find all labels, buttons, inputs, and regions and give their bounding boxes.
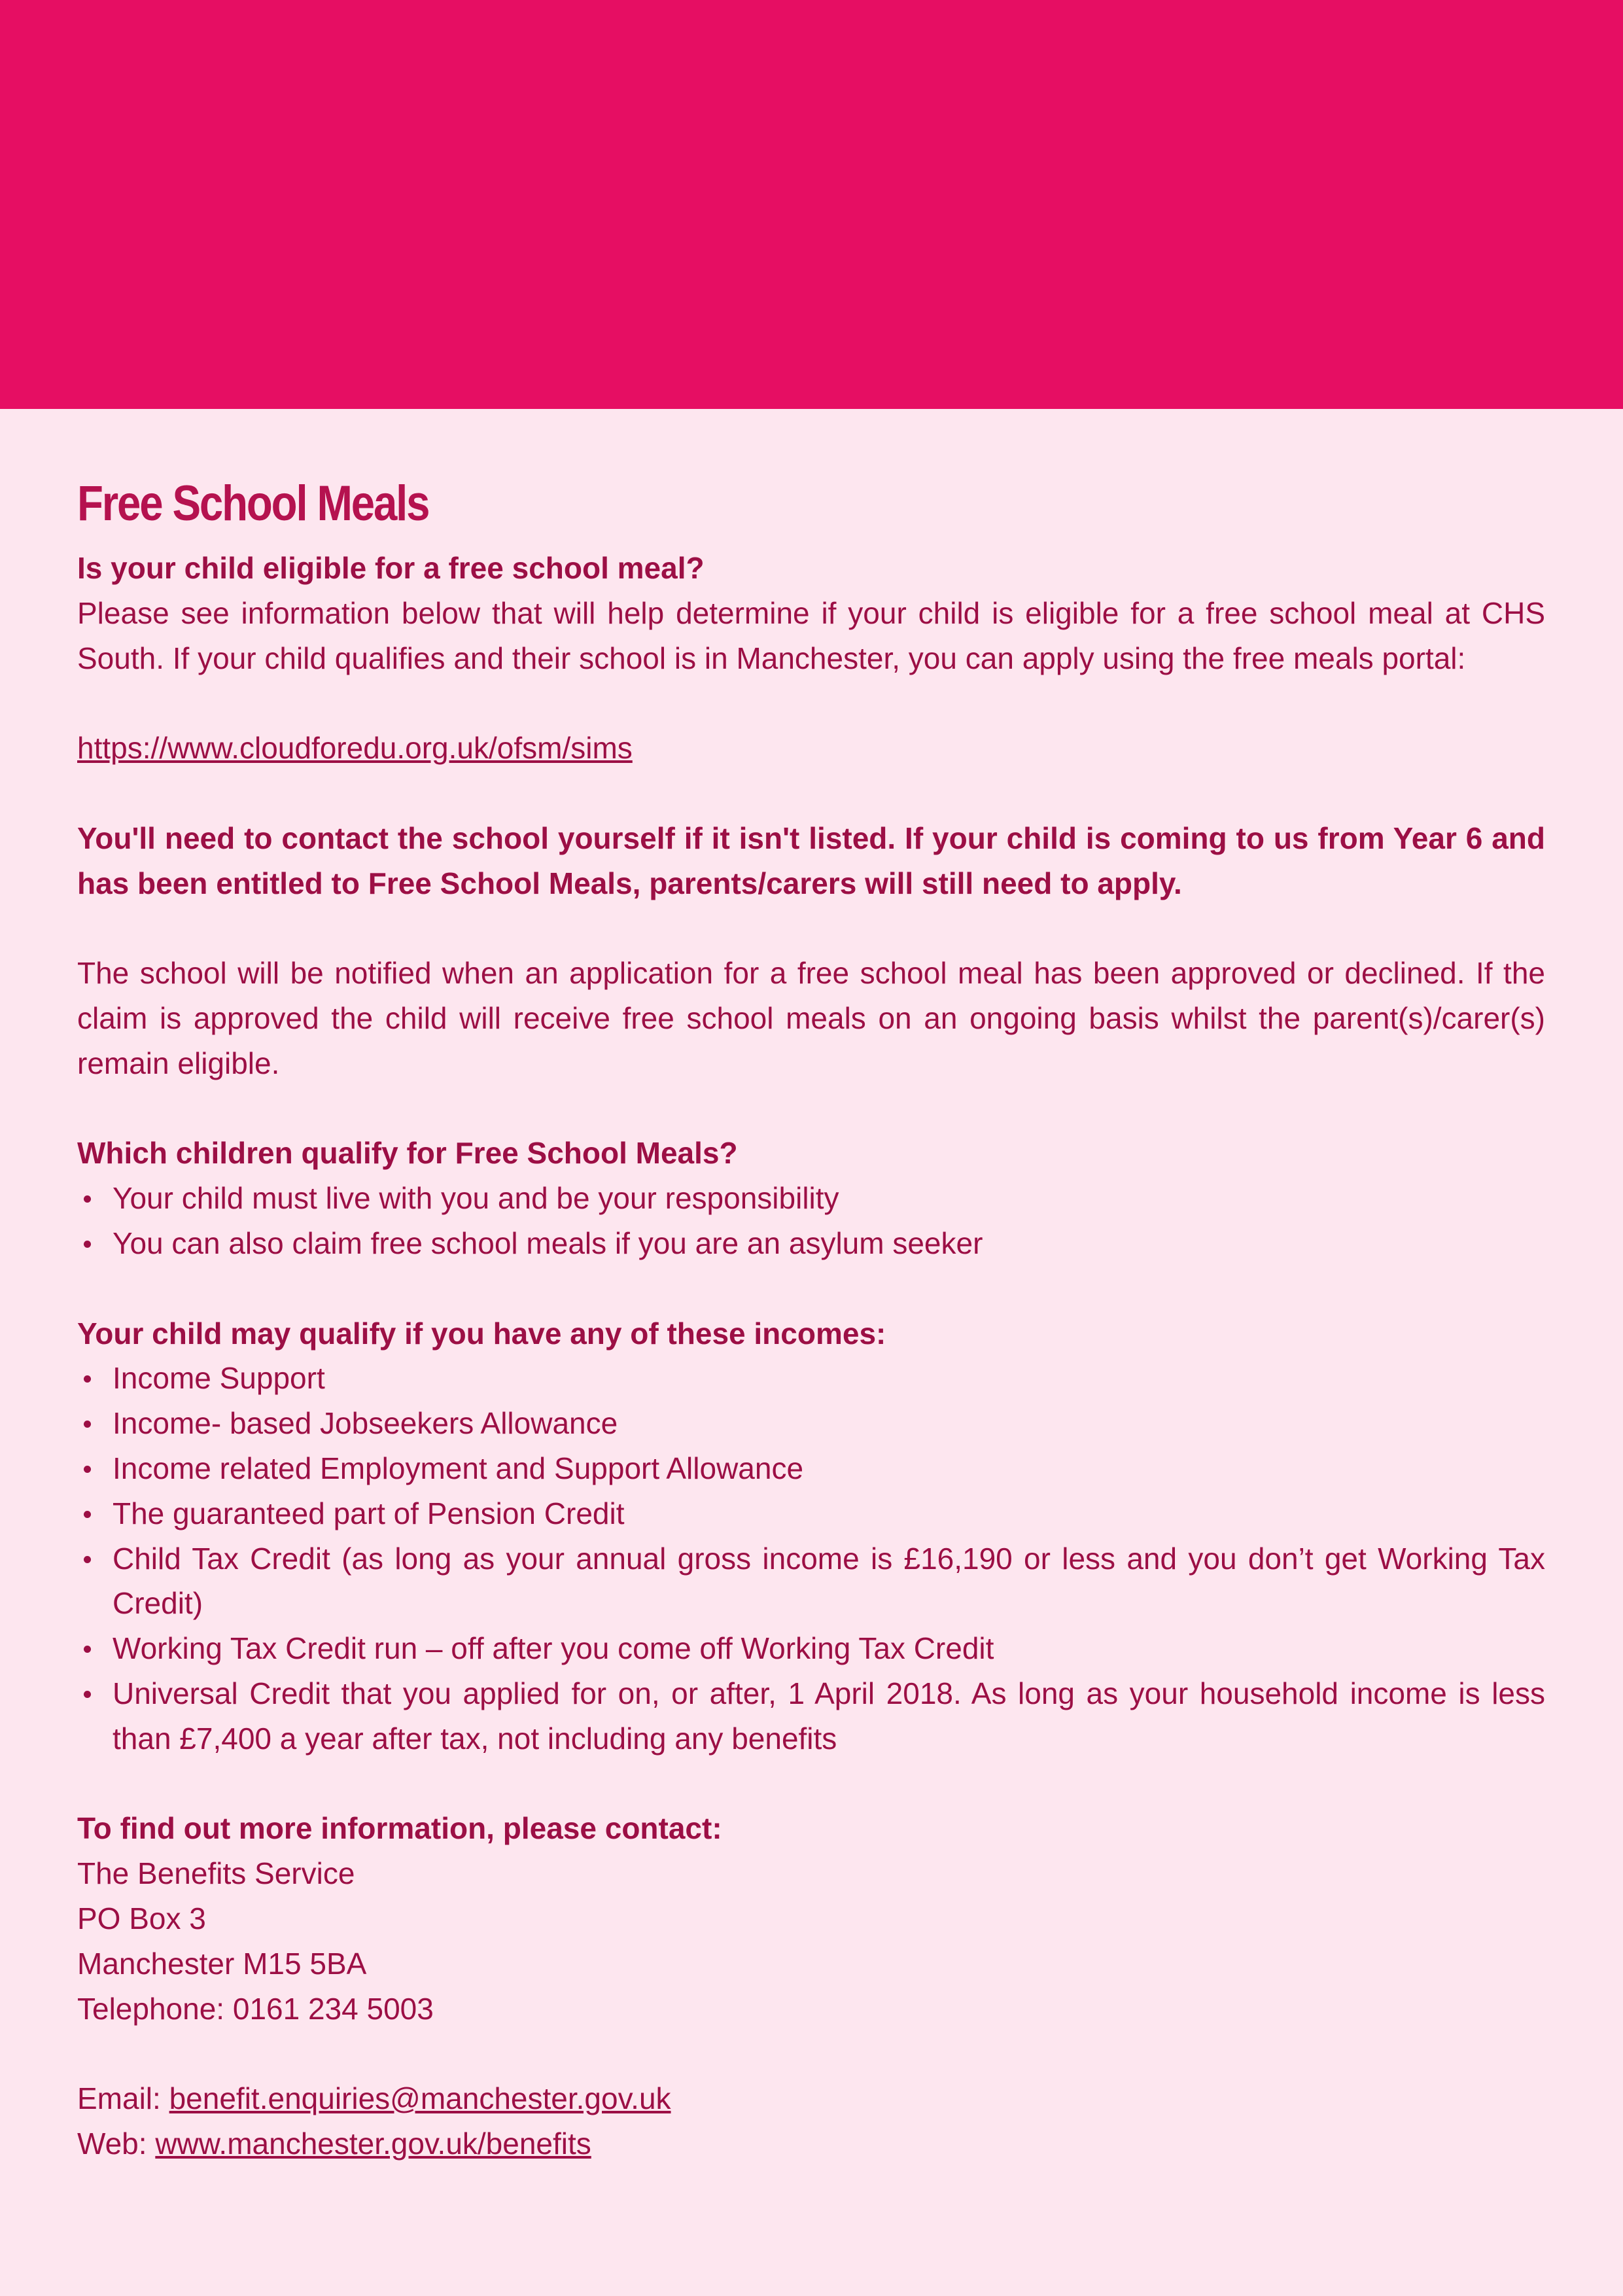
portal-link-line (77, 726, 1545, 771)
spacer (77, 906, 1545, 951)
intro-paragraph: Please see information below that will help determine if your child is eligible for a free school meal at CHS South. If your child qualifies and their school is in Manchester, you can apply using the free meals portal: (77, 595, 1545, 675)
contact-organisation: The Benefits Service (77, 1856, 355, 1891)
header-banner (0, 0, 1623, 409)
incomes-list (77, 1356, 1545, 1761)
spacer (77, 1266, 1545, 1311)
spacer (77, 1761, 1545, 1807)
notification-paragraph: The school will be notified when an application for a free school meal has been approved or declined. If the claim is approved the child will receive free school meals on an ongoing basis whilst the parent(s)/carer(s) remain eligible. (77, 956, 1545, 1080)
list-item: Income related Employment and Support Allowance (77, 1446, 1545, 1491)
contact-telephone: Telephone: 0161 234 5003 (77, 1991, 434, 2026)
page-title: Free School Meals (77, 476, 429, 531)
document-body (77, 471, 1545, 2166)
spacer (77, 2031, 1545, 2076)
spacer (77, 680, 1545, 726)
web-link[interactable]: www.manchester.gov.uk/benefits (155, 2126, 591, 2161)
spacer (77, 771, 1545, 816)
contact-po-box: PO Box 3 (77, 1901, 206, 1935)
contact-city-postcode: Manchester M15 5BA (77, 1946, 367, 1981)
list-item: Income Support (77, 1356, 1545, 1401)
email-link[interactable]: benefit.enquiries@manchester.gov.uk (169, 2081, 671, 2116)
incomes-heading: Your child may qualify if you have any of these incomes: (77, 1316, 886, 1351)
list-item: Your child must live with you and be your responsibility (77, 1176, 1545, 1221)
eligibility-question: Is your child eligible for a free school meal? (77, 551, 705, 585)
list-item: Income- based Jobseekers Allowance (77, 1401, 1545, 1446)
list-item: Universal Credit that you applied for on, or after, 1 April 2018. As long as your household income is less than £7,400 a year after tax, not including any benefits (77, 1671, 1545, 1761)
contact-heading: To find out more information, please contact: (77, 1811, 722, 1846)
web-label: Web: (77, 2126, 156, 2161)
email-line (77, 2076, 1545, 2121)
portal-link[interactable]: https://www.cloudforedu.org.uk/ofsm/sims (77, 731, 633, 766)
email-label: Email: (77, 2081, 169, 2116)
qualify-list (77, 1176, 1545, 1266)
list-item: You can also claim free school meals if you are an asylum seeker (77, 1221, 1545, 1266)
list-item: Working Tax Credit run – off after you come off Working Tax Credit (77, 1626, 1545, 1671)
spacer (77, 1086, 1545, 1131)
web-line (77, 2121, 1545, 2166)
qualify-question: Which children qualify for Free School Meals? (77, 1136, 738, 1171)
contact-school-notice: You'll need to contact the school yourself if it isn't listed. If your child is coming to us from Year 6 and has been entitled to Free School Meals, parents/carers will still need to apply. (77, 821, 1545, 900)
list-item: Child Tax Credit (as long as your annual gross income is £16,190 or less and you don’t get Working Tax Credit) (77, 1536, 1545, 1627)
list-item: The guaranteed part of Pension Credit (77, 1491, 1545, 1536)
